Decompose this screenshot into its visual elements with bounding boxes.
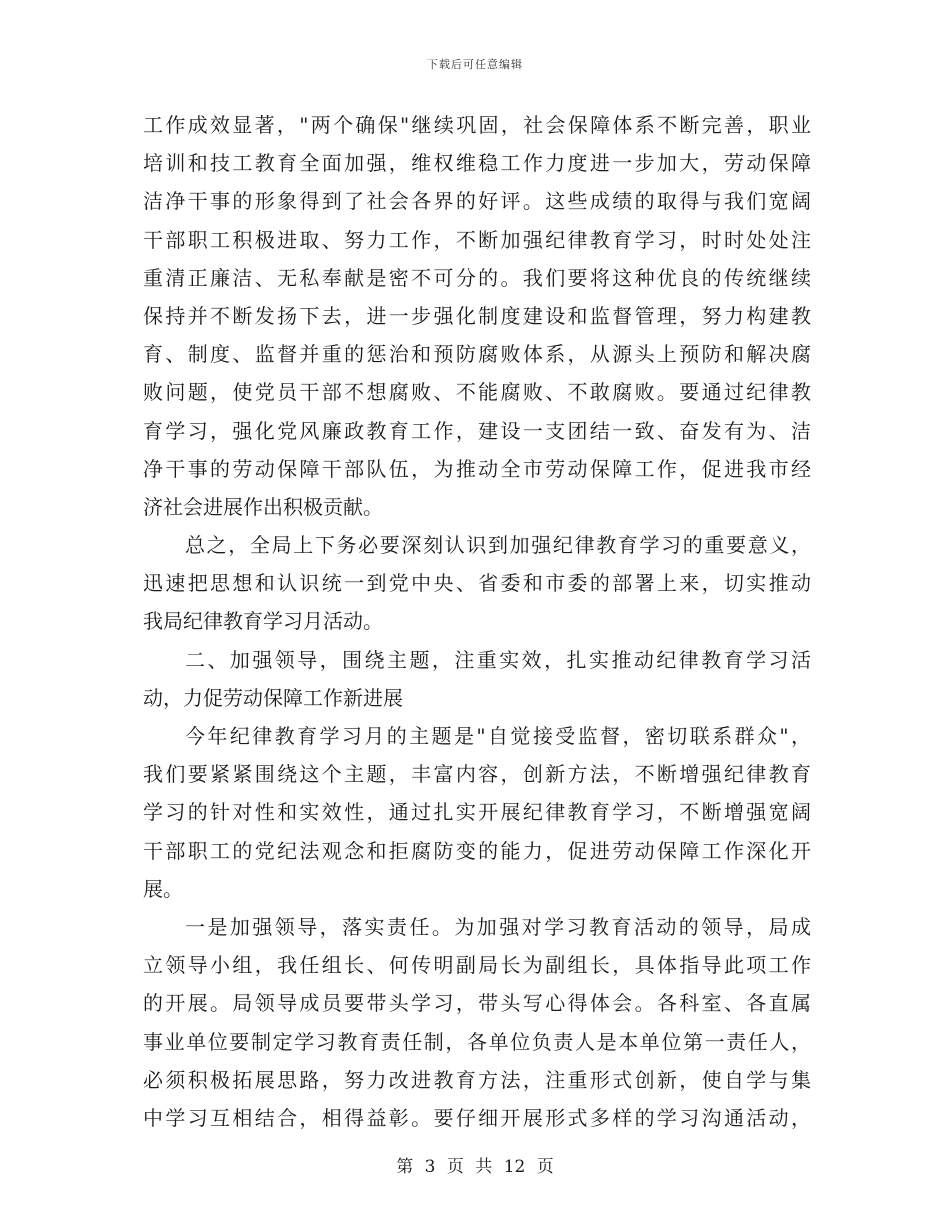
text-line: 立领导小组，我任组长、何传明副局长为副组长，具体指导此项工作: [143, 953, 811, 978]
text-line: 迅速把思想和认识统一到党中央、省委和市委的部署上来，切实推动: [143, 571, 811, 596]
text-line: 一是加强领导，落实责任。为加强对学习教育活动的领导，局成: [185, 914, 811, 939]
text-line: 总之，全局上下务必要深刻认识到加强纪律教育学习的重要意义，: [185, 533, 811, 558]
text-line: 重清正廉洁、无私奉献是密不可分的。我们要将这种优良的传统继续: [143, 265, 811, 290]
text-line: 保持并不断发扬下去，进一步强化制度建设和监督管理，努力构建教: [143, 303, 811, 328]
text-line: 的开展。局领导成员要带头学习，带头写心得体会。各科室、各直属: [143, 991, 811, 1016]
page-footer: 第 3 页 共 12 页: [396, 1157, 554, 1177]
text-line: 干部职工积极进取、努力工作，不断加强纪律教育学习，时时处处注: [143, 227, 811, 252]
text-line: 济社会进展作出积极贡献。: [143, 494, 383, 519]
text-line: 必须积极拓展思路，努力改进教育方法，注重形式创新，使自学与集: [143, 1067, 811, 1092]
text-line: 净干事的劳动保障干部队伍，为推动全市劳动保障工作，促进我市经: [143, 456, 811, 481]
page-header: 下载后可任意编辑: [427, 58, 523, 71]
text-line: 二、加强领导，围绕主题，注重实效，扎实推动纪律教育学习活: [185, 647, 811, 672]
text-line: 中学习互相结合，相得益彰。要仔细开展形式多样的学习沟通活动，: [143, 1105, 811, 1130]
text-line: 育学习，强化党风廉政教育工作，建设一支团结一致、奋发有为、洁: [143, 418, 811, 443]
text-line: 展。: [143, 876, 183, 901]
text-line: 育、制度、监督并重的惩治和预防腐败体系，从源头上预防和解决腐: [143, 342, 811, 367]
text-line: 我们要紧紧围绕这个主题，丰富内容，创新方法，不断增强纪律教育: [143, 762, 811, 787]
text-line: 败问题，使党员干部不想腐败、不能腐败、不敢腐败。要通过纪律教: [143, 380, 811, 405]
text-line: 动，力促劳动保障工作新进展: [143, 685, 403, 710]
text-line: 干部职工的党纪法观念和拒腐防变的能力，促进劳动保障工作深化开: [143, 838, 811, 863]
text-line: 今年纪律教育学习月的主题是"自觉接受监督，密切联系群众"，: [185, 724, 811, 748]
text-line: 事业单位要制定学习教育责任制，各单位负责人是本单位第一责任人，: [143, 1029, 811, 1054]
text-line: 学习的针对性和实效性，通过扎实开展纪律教育学习，不断增强宽阔: [143, 800, 811, 825]
text-line: 洁净干事的形象得到了社会各界的好评。这些成绩的取得与我们宽阔: [143, 189, 811, 214]
text-line: 我局纪律教育学习月活动。: [143, 609, 383, 634]
text-line: 工作成效显著，"两个确保"继续巩固，社会保障体系不断完善，职业: [143, 113, 811, 137]
text-line: 培训和技工教育全面加强，维权维稳工作力度进一步加大，劳动保障: [143, 151, 811, 176]
document-body: [143, 106, 811, 1137]
